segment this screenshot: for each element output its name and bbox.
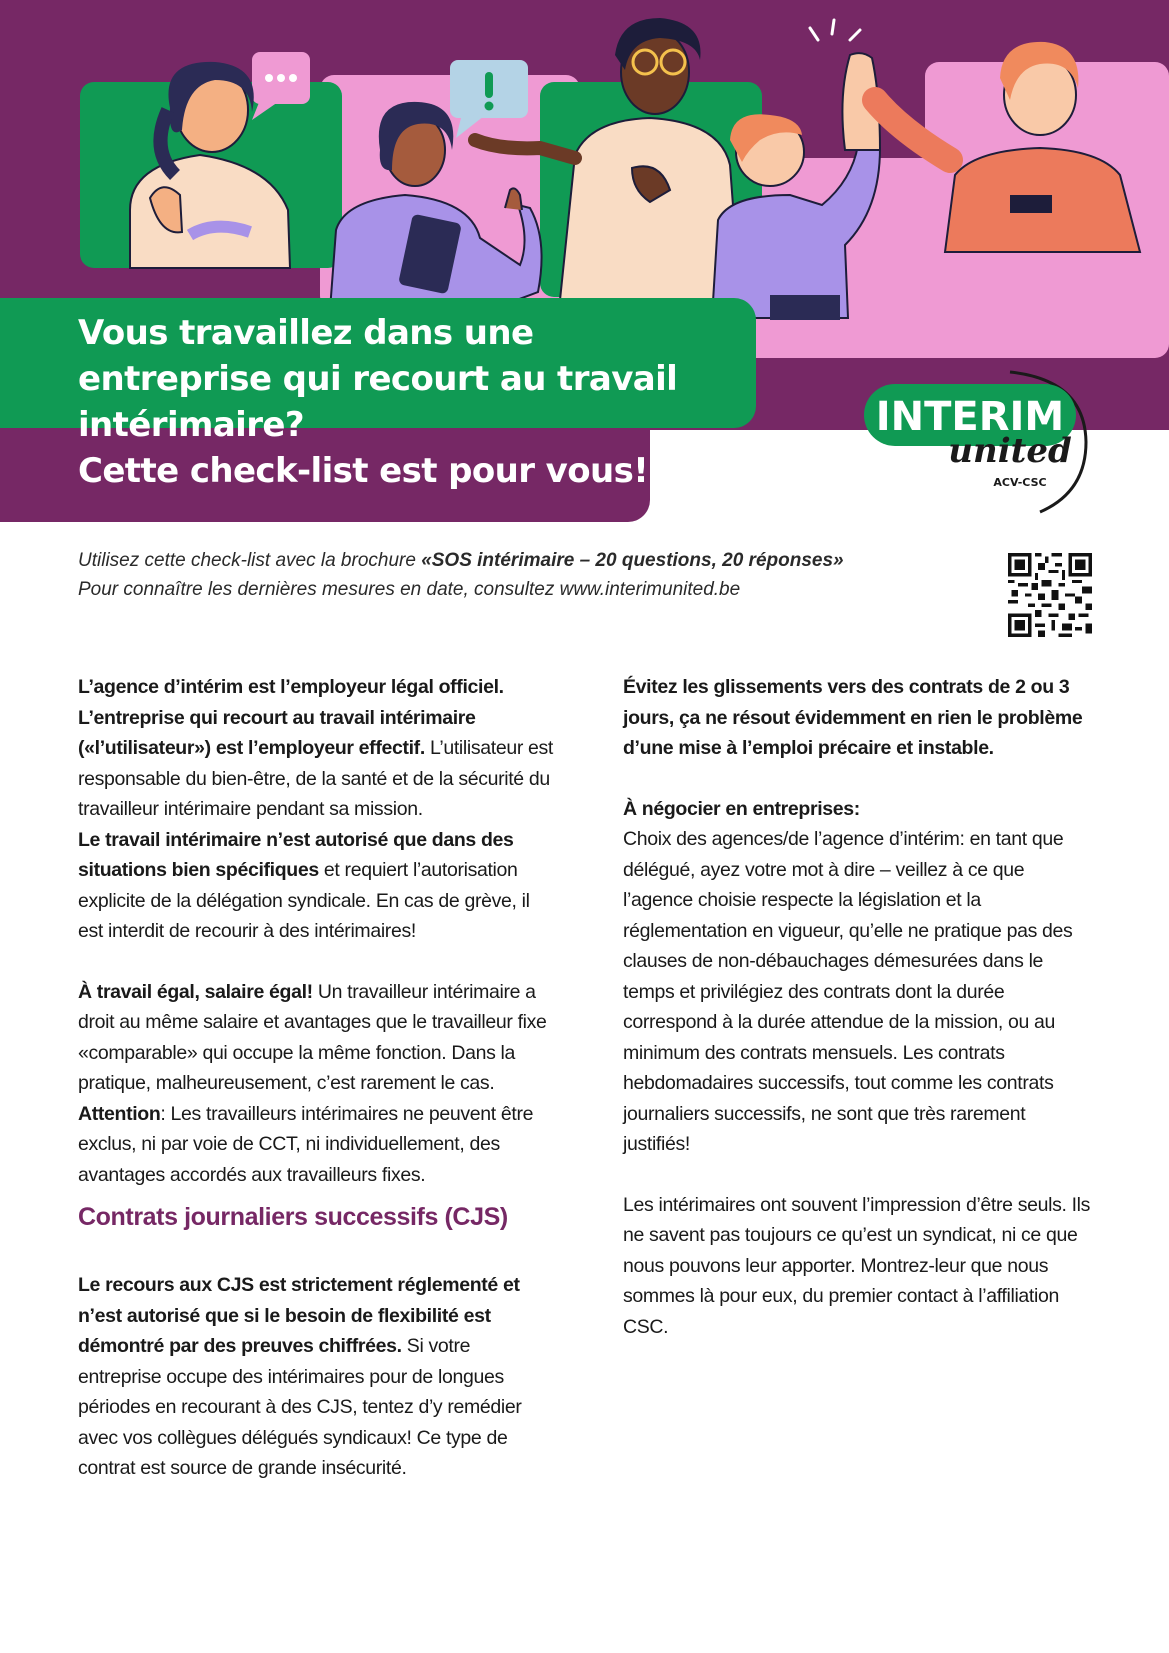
logo-line1: INTERIM (875, 394, 1065, 440)
interim-united-logo (860, 362, 1100, 522)
page-title: Vous travaillez dans une entreprise qui recourt au travail intérimaire? (78, 313, 678, 445)
paragraph-employer: L’agence d’intérim est l’employeur légal officiel. L’entreprise qui recourt au travail intérimaire («l’utilisateur») est l’employeur effectif. L’utilisateur est responsable du bien-être, de la santé et de la sécurité du travailleur intérimaire pendant sa mission. (78, 676, 553, 820)
brochure-title: «SOS intérimaire – 20 questions, 20 réponses» (421, 550, 844, 571)
paragraph-negotiate: À négocier en entreprises: Choix des agences/de l’agence d’intérim: en tant que délégué, ayez votre mot à dire – veillez à ce que l’agence choisie respecte la législation et la réglementation en vigueur, qu’elle ne pratique pas des clauses de non-débauchages démesurées dans le temps et privilégiez des contrats dont la durée correspond à la durée attendue de la mission, ou au minimum des contrats mensuels. Les contrats hebdomadaires successifs, tout comme les contrats journaliers successifs, ne sont que très rarement justifiés! (623, 797, 1073, 1155)
left-column (78, 672, 558, 1484)
paragraph-equal-pay: À travail égal, salaire égal! Un travailleur intérimaire a droit au même salaire et avantages que le travailleur fixe «comparable» qui occupe la même fonction. Dans la pratique, malheureusement, c’est rarement le cas. Attention: Les travailleurs intérimaires ne peuvent être exclus, ni par voie de CCT, ni individuellement, des avantages accordés aux travailleurs fixes. (78, 980, 547, 1186)
section-title-cjs: Contrats journaliers successifs (CJS) (78, 1203, 508, 1231)
hero-banner (0, 0, 1169, 520)
page-subtitle: Cette check-list est pour vous! (78, 451, 649, 491)
paragraph-isolation: Les intérimaires ont souvent l’impression d’être seuls. Ils ne savent pas toujours ce qu’est un syndicat, ni ce que nous pouvons leur apporter. Montrez-leur que nous sommes là pour eux, du premier contact à l’affiliation CSC. (623, 1193, 1091, 1338)
logo-line3: ACV-CSC (993, 476, 1047, 489)
intro-text (78, 546, 958, 604)
paragraph-cjs: Le recours aux CJS est strictement réglementé et n’est autorisé que si le besoin de flexibilité est démontré par des preuves chiffrées. Si votre entreprise occupe des intérimaires pour de longues périodes en recourant à des CJS, tentez d’y remédier avec vos collègues délégués syndicaux! Ce type de contrat est source de grande insécurité. (78, 1274, 522, 1479)
qr-code (1008, 553, 1092, 637)
paragraph-authorization: Le travail intérimaire n’est autorisé que dans des situations bien spécifiques et requiert l’autorisation explicite de la délégation syndicale. En cas de grève, il est interdit de recourir à des intérimaires! (78, 828, 530, 942)
right-column (623, 672, 1093, 1342)
intro-line-2: Pour connaître les dernières mesures en date, consultez www.interimunited.be (78, 579, 741, 600)
paragraph-short-contracts: Évitez les glissements vers des contrats de 2 ou 3 jours, ça ne résout évidemment en rien le problème d’une mise à l’emploi précaire et instable. (623, 676, 1083, 759)
logo-line2: united (948, 431, 1072, 471)
intro-line-1: Utilisez cette check-list avec la brochure «SOS intérimaire – 20 questions, 20 réponses» (78, 550, 844, 571)
